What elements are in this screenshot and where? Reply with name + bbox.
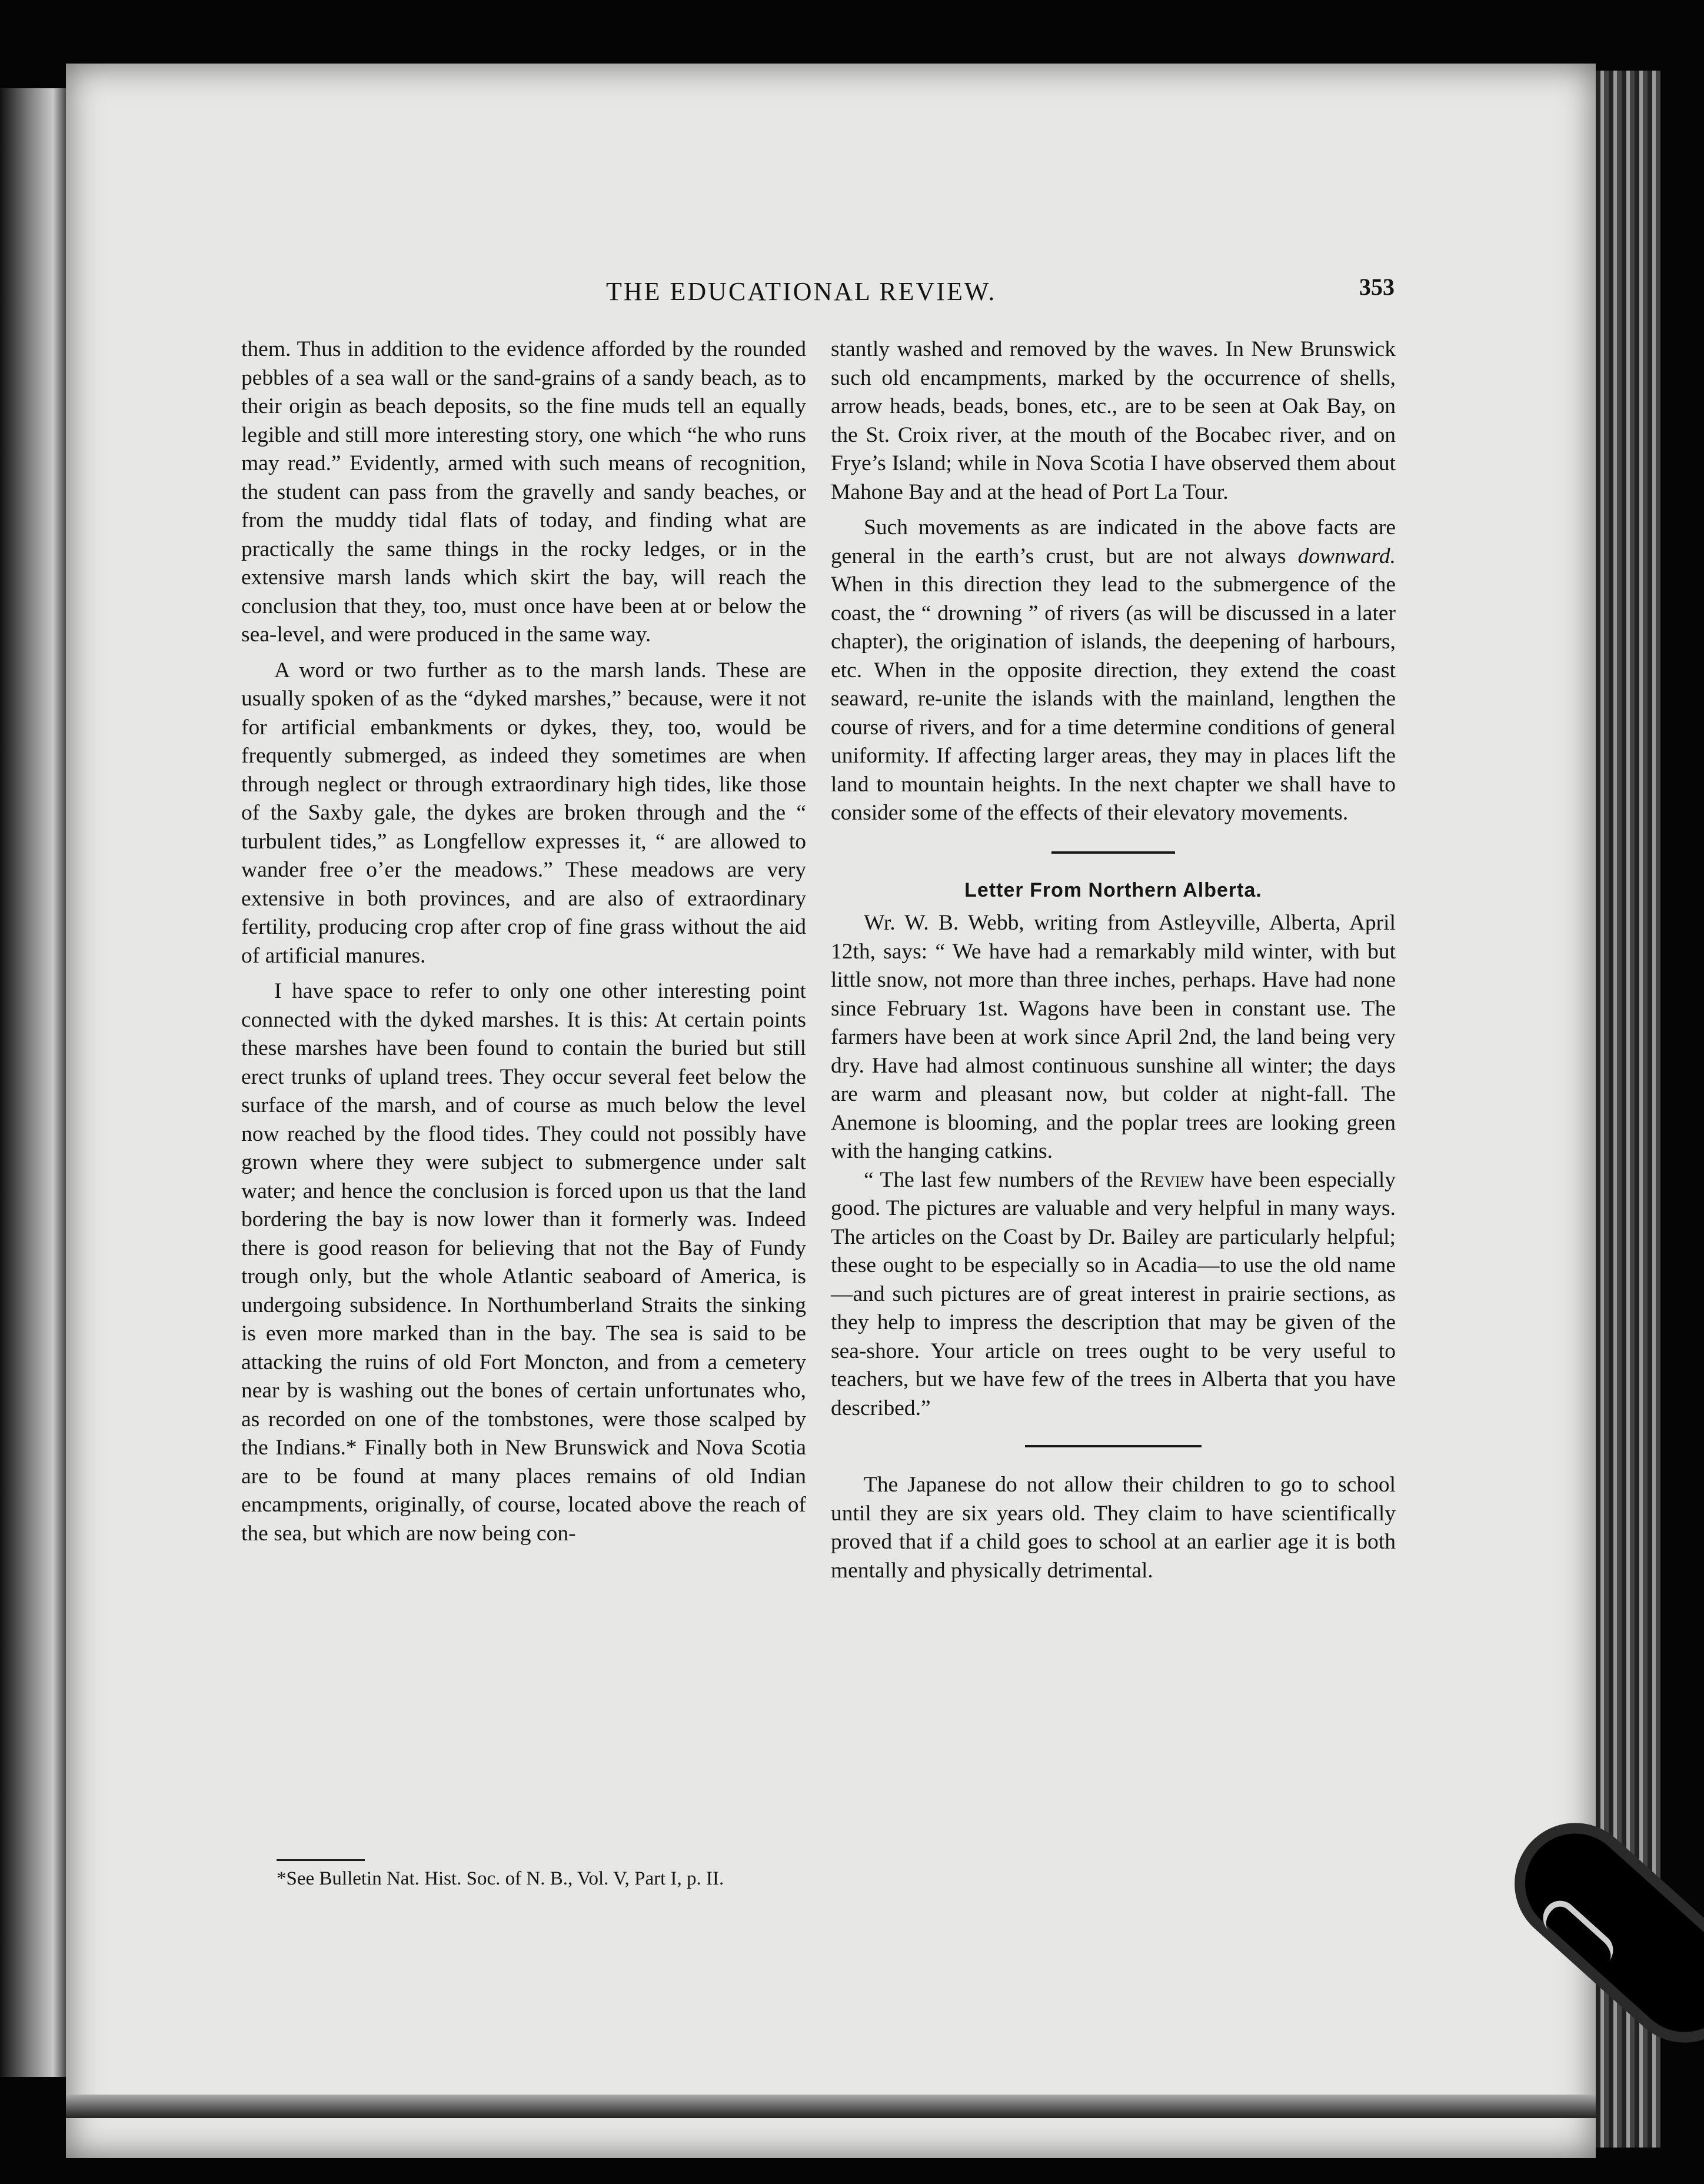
publication-name: Review bbox=[1140, 1167, 1204, 1192]
paragraph: Wr. W. B. Webb, writing from Astleyville, Alberta, April 12th, says: “ We have had a remarkably mild winter, with but little snow, not more than three inches, perhaps. Have had none since February 1st. Wagons have been in constant use. The farmers have been at work since April 2nd, the land being very dry. Have had almost continuous sunshine all winter; the days are warm and pleasant now, but colder at night-fall. The Anemone is blooming, and the poplar trees are looking green with the hanging catkins. bbox=[831, 911, 1396, 1163]
running-title: THE EDUCATIONAL REVIEW. bbox=[606, 277, 997, 306]
page-number: 353 bbox=[1359, 274, 1395, 300]
paragraph-text: have been especially good. The pictures are valuable and very helpful in many ways. The articles on the Coast by Dr. Bailey are particularly helpful; these ought to be especially so in Acadia—to use the old name—and such pictures are of great interest in prairie sections, as they help to impress the description that may be given of the sea-shore. Your article on trees ought to be very useful to teachers, but we have few of the trees in Alberta that you have described.” bbox=[831, 1167, 1396, 1420]
paragraph: The Japanese do not allow their children to go to school until they are six years old. They claim to have scientifically proved that if a child goes to school at an earlier age it is both mentally and physically detrimental. bbox=[831, 1473, 1396, 1583]
paragraph-text: “ The last few numbers of the bbox=[864, 1167, 1133, 1192]
section-heading: Letter From Northern Alberta. bbox=[964, 878, 1262, 901]
paragraph: A word or two further as to the marsh lands. These are usually spoken of as the “dyked marshes,” because, were it not for artificial embankments or dykes, they, too, would be frequently submerged, as indeed they sometimes are when through neglect or through extraordinary high tides, like those of the Saxby gale, the dykes are broken through and the “ turbulent tides,” as Longfellow expresses it, “ are allowed to wander free o’er the meadows.” These meadows are very extensive in both provinces, and are also of extraordinary fertility, producing crop after crop of fine grass without the aid of artificial manures. bbox=[241, 658, 806, 968]
paragraph-text: When in this direction they lead to the submergence of the coast, the “ drowning ” of rivers (as will be discussed in a later chapter), the origination of islands, the deepening of harbours, etc. When in the opposite direction, they extend the coast seaward, re-unite the islands with the mainland, lengthen the course of rivers, and for a time determine conditions of general uniformity. If affecting larger areas, they may in places lift the land to mountain heights. In the next chapter we shall have to consider some of the effects of their elevatory movements. bbox=[831, 572, 1396, 825]
right-column bbox=[831, 335, 1396, 1585]
page-header bbox=[235, 274, 1395, 312]
paragraph: stantly washed and removed by the waves. In New Brunswick such old encampments, marked by the occurrence of shells, arrow heads, beads, bones, etc., are to be seen at Oak Bay, on the St. Croix river, at the mouth of the Bocabec river, and on Frye’s Island; while in Nova Scotia I have observed them about Mahone Bay and at the head of Port La Tour. bbox=[831, 337, 1396, 504]
section-divider bbox=[1025, 1445, 1202, 1447]
left-column bbox=[241, 335, 806, 1548]
paragraph: I have space to refer to only one other interesting point connected with the dyked marshes. It is this: At certain points these marshes have been found to contain the buried but still erect trunks of upland trees. They occur several feet below the surface of the marsh, and of course as much below the level now reached by the flood tides. They could not possibly have grown where they were subject to submergence under salt water; and hence the conclusion is forced upon us that the land bordering the bay is now lower than it formerly was. Indeed there is good reason for believing that not the Bay of Fundy trough only, but the whole Atlantic seaboard of America, is undergoing subsidence. In Northumberland Straits the sinking is even more marked than in the bay. The sea is said to be attacking the ruins of old Fort Moncton, and from a cemetery near by is washing out the bones of certain unfortunates who, as recorded on one of the tombstones, were those scalped by the Indians.* Finally both in New Brunswick and Nova Scotia are to be found at many places remains of old Indian encampments, originally, of course, located above the reach of the sea, but which are now being con- bbox=[241, 979, 806, 1546]
paragraph bbox=[831, 514, 1396, 828]
footnote bbox=[241, 1859, 806, 1893]
footnote-text: *See Bulletin Nat. Hist. Soc. of N. B., Vol. V, Part I, p. II. bbox=[277, 1868, 724, 1889]
page-bottom-shadow bbox=[66, 2095, 1596, 2118]
paragraph-text: Such movements as are indicated in the above facts are general in the earth’s crust, but are not always bbox=[831, 515, 1396, 568]
emphasis-text: downward. bbox=[1297, 544, 1396, 568]
footnote-rule bbox=[277, 1859, 365, 1861]
page-stack-edge bbox=[1596, 71, 1660, 2148]
facing-page-edge bbox=[0, 88, 71, 2077]
paragraph bbox=[831, 1166, 1396, 1423]
paragraph: them. Thus in addition to the evidence afforded by the rounded pebbles of a sea wall or the sand-grains of a sandy beach, as to their origin as beach deposits, so the fine muds tell an equally legible and still more interesting story, one which “he who runs may read.” Evidently, armed with such means of recognition, the student can pass from the gravelly and sandy beaches, or from the muddy tidal flats of today, and finding what are practically the same things in the rocky ledges, or in the extensive marsh lands which skirt the bay, will reach the conclusion that they, too, must once have been at or below the sea-level, and were produced in the same way. bbox=[241, 337, 806, 647]
section-divider bbox=[1051, 851, 1175, 854]
